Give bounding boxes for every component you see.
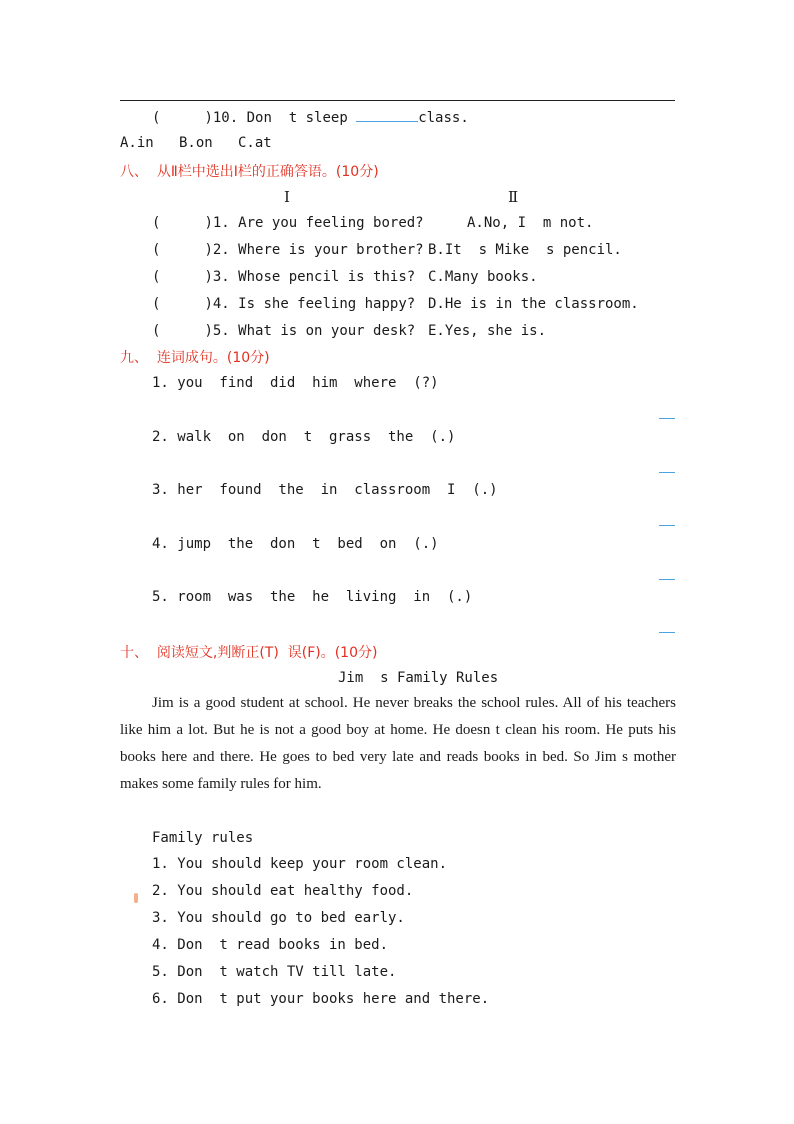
question-number: 10. (212, 110, 239, 126)
rule-item: 5. Don t watch TV till late. (152, 964, 397, 980)
answer-line[interactable] (659, 579, 675, 580)
question-10 (152, 109, 469, 126)
answer-line[interactable] (659, 525, 675, 526)
question-text-before: Don t sleep (246, 110, 348, 126)
section-9-heading: 九、 连词成句。(10分) (120, 350, 270, 366)
matching-row (152, 296, 415, 312)
question-text: Where is your brother? (238, 242, 424, 258)
row-number: )2. (204, 242, 230, 258)
answer-option: B.It s Mike s pencil. (428, 242, 622, 258)
section-8-heading: 八、 从Ⅱ栏中选出Ⅰ栏的正确答语。(10分) (120, 164, 379, 180)
question-text: Are you feeling bored? (238, 215, 424, 231)
matching-row (152, 242, 424, 258)
rule-item: 6. Don t put your books here and there. (152, 991, 490, 1007)
paren-close: ) (204, 110, 213, 126)
paren-open: ( (152, 110, 161, 126)
paren-open: ( (152, 323, 161, 339)
column-1-header: Ⅰ (284, 190, 290, 206)
row-number: )4. (204, 296, 230, 312)
rule-item: 3. You should go to bed early. (152, 910, 405, 926)
question-text: Is she feeling happy? (238, 296, 416, 312)
answer-line[interactable] (659, 632, 675, 633)
answer-blank[interactable] (356, 109, 418, 122)
matching-row (152, 269, 415, 285)
answer-option: C.Many books. (428, 269, 538, 285)
answer-line[interactable] (659, 418, 675, 419)
answer-option: A.No, I m not. (467, 215, 594, 231)
rule-item: 1. You should keep your room clean. (152, 856, 448, 872)
question-text-after: class. (418, 110, 469, 126)
matching-row (152, 323, 415, 339)
question-10-options: A.in B.on C.at (120, 135, 272, 151)
paren-open: ( (152, 215, 161, 231)
passage-paragraph: Jim is a good student at school. He never breaks the school rules. All of his teachers like him a lot. But he is not a good boy at home. He doesn t clean his room. He puts his books here and there. He goes to bed very late and reads books in bed. So Jim s mother makes some family rules for him. (120, 695, 676, 792)
sentence-item: 2. walk on don t grass the (.) (152, 428, 456, 445)
rule-item: 4. Don t read books in bed. (152, 937, 389, 953)
column-2-header: Ⅱ (508, 190, 519, 206)
answer-option: E.Yes, she is. (428, 323, 547, 339)
answer-option: D.He is in the classroom. (428, 296, 639, 312)
rules-title: Family rules (152, 830, 254, 846)
row-number: )5. (204, 323, 230, 339)
question-text: What is on your desk? (238, 323, 416, 339)
answer-line[interactable] (659, 472, 675, 473)
paren-open: ( (152, 242, 161, 258)
top-divider (120, 100, 675, 101)
passage-title: Jim s Family Rules (338, 670, 499, 686)
sentence-item: 4. jump the don t bed on (.) (152, 535, 439, 552)
sentence-item: 1. you find did him where (?) (152, 375, 439, 391)
rule-item: 2. You should eat healthy food. (152, 883, 414, 899)
sentence-item: 5. room was the he living in (.) (152, 589, 473, 605)
sentence-item: 3. her found the in classroom I (.) (152, 482, 498, 498)
row-number: )3. (204, 269, 230, 285)
question-text: Whose pencil is this? (238, 269, 416, 285)
row-number: )1. (204, 215, 230, 231)
scan-mark (134, 893, 138, 903)
matching-row (152, 215, 424, 231)
paren-open: ( (152, 269, 161, 285)
section-10-heading: 十、 阅读短文,判断正(T) 误(F)。(10分) (120, 645, 378, 661)
paren-open: ( (152, 296, 161, 312)
